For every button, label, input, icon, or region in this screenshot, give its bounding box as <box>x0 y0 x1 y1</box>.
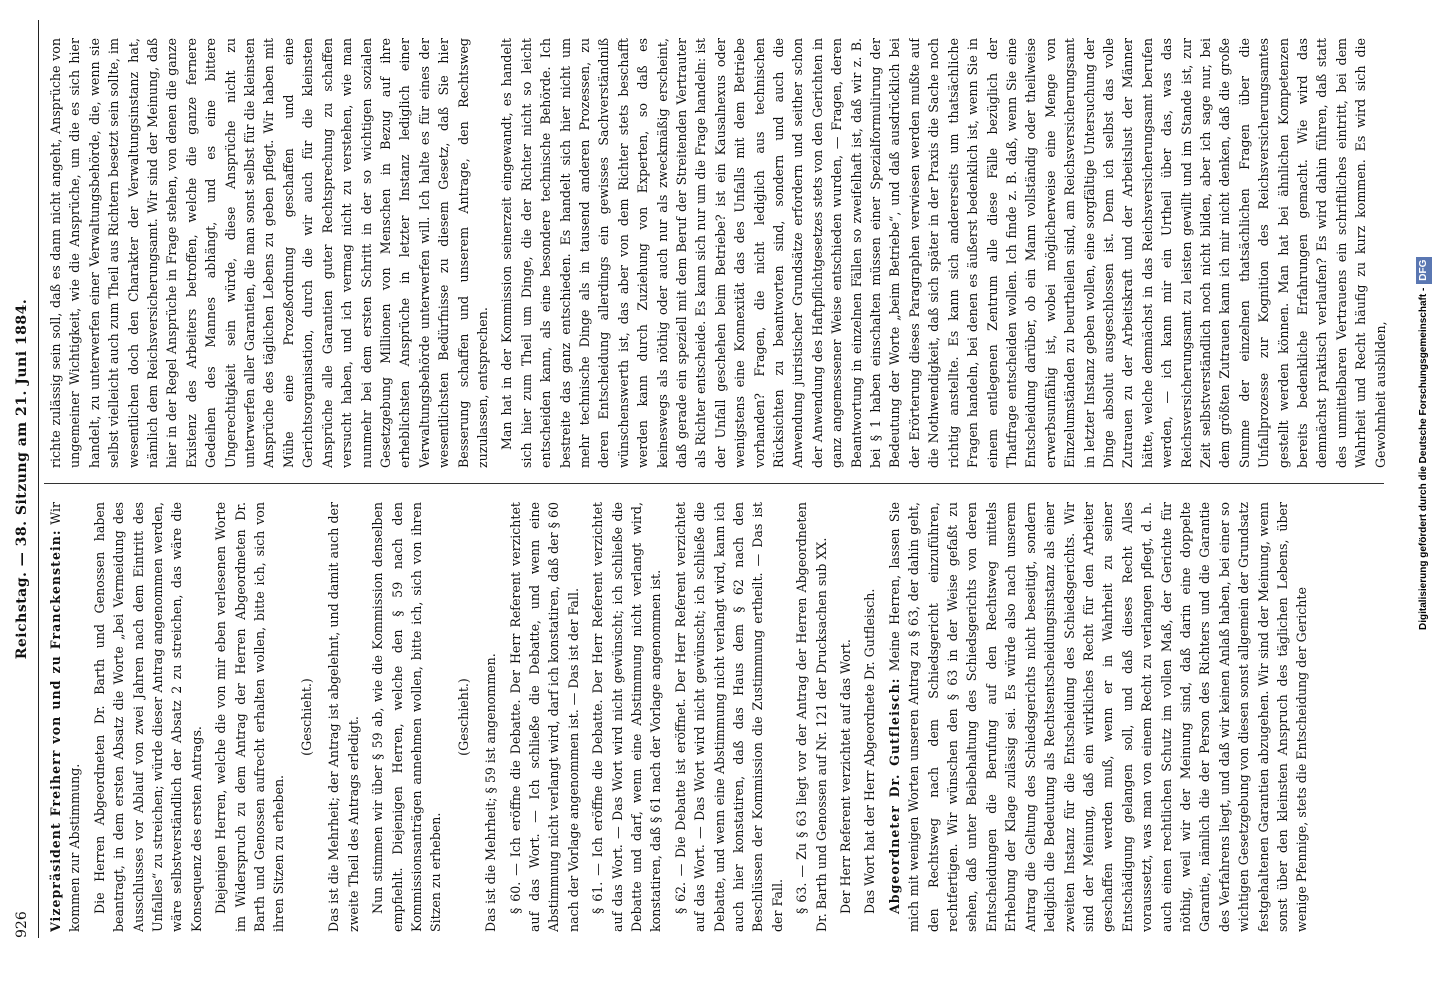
paragraph: Das Wort hat der Herr Abgeordnete Dr. Gutfleisch. <box>862 588 878 914</box>
header-rule <box>38 20 39 938</box>
paragraph: Der Herr Referent verzichtet auf das Wort. <box>838 639 854 914</box>
running-title: Reichstag. — 38. Sitzung am 21. Juni 1884. <box>14 298 30 660</box>
speaker-name: Vizepräsident Freiherr von und zu Franckenstein: <box>48 529 63 932</box>
speaker-name: Abgeordneter Dr. Gutfleisch: <box>886 677 902 914</box>
stage-direction: (Geschieht.) <box>298 678 314 756</box>
digitization-stamp <box>1416 0 1432 1000</box>
stamp-text: Digitalisierung gefördert durch die Deutsche Forschungsgemeinschaft - <box>1418 287 1429 630</box>
left-column <box>46 502 1400 932</box>
dfg-logo: DFG <box>1416 257 1432 284</box>
right-column <box>46 38 1400 468</box>
page-number: 926 <box>14 911 30 938</box>
paragraph: Diejenigen Herren, welche die von mir eben verlesenen Worte im Widerspruch zu dem Antrag der Herren Abgeordneten Dr. Barth und Genossen aufrecht erhalten wollen, bitte ich, sich von ihren Sitzen zu erheben. <box>213 502 287 932</box>
stage-direction: (Geschieht.) <box>455 678 471 756</box>
paragraph <box>885 502 1312 932</box>
paragraph: § 60. — Ich eröffne die Debatte. Der Herr Referent verzichtet auf das Wort. — Ich schließe die Debatte, und wenn eine Abstimmung nicht verlangt wird, darf ich konstatiren, daß der § 60 nach der Vorlage angenommen ist. — Das ist der Fall. <box>507 502 581 932</box>
paragraph: § 61. — Ich eröffne die Debatte. Der Herr Referent verzichtet auf das Wort. — Das Wort wird nicht gewünscht; ich schließe die Debatte und darf, wenn eine Abstimmung nicht verlangt wird, konstatiren, daß § 61 nach der Vorlage angenommen ist. <box>590 502 664 932</box>
paragraph: Nun stimmen wir über § 59 ab, wie die Kommission denselben empfiehlt. Diejenigen Herren, welche den § 59 nach den Kommissionsanträgen annehmen wollen, bitte ich, sich von ihren Sitzen zu erheben. <box>370 502 444 932</box>
paragraph: Das ist die Mehrheit; der Antrag ist abgelehnt, und damit auch der zweite Theil des Antrags erledigt. <box>326 502 361 932</box>
paragraph <box>46 502 85 932</box>
column-divider <box>44 483 1384 484</box>
paragraph: § 62. — Die Debatte ist eröffnet. Der Herr Referent verzichtet auf das Wort. — Das Wort wird nicht gewünscht; ich schließe die Debatte, und wenn eine Abstimmung nicht verlangt wird, kann ich auch hier konstatiren, daß das Haus dem § 62 nach den Beschlüssen der Kommission die Zustimmung ertheilt. — Das ist der Fall. <box>672 502 785 932</box>
page-header <box>10 20 34 938</box>
paragraph: Die Herren Abgeordneten Dr. Barth und Genossen haben beantragt, in dem ersten Absatz die Worte „bei Vermeidung des Ausschlusses vor Ablauf von zwei Jahren nach dem Eintritt des Unfalles“ zu streichen; würde dieser Antrag angenommen werden, wäre selbstverständlich der Absatz 2 zu streichen, das wäre die Konsequenz des ersten Antrags. <box>91 502 204 932</box>
speech-text: Meine Herren, lassen Sie mich mit wenigen Worten unseren Antrag zu § 63, der dahin geht, den Rechtsweg nach dem Schiedsgericht einzuführen, rechtfertigen. Wir wünschen den § 63 in der Weise gefaßt zu sehen, daß unter Beibehaltung des Schiedsgerichts von deren Entscheidungen die Berufung auf den Rechtsweg mittels Erhebung der Klage zulässig sei. Es würde also nach unserem Antrag die Geltung des Schiedsgerichts nicht beseitigt, sondern lediglich die Bedeutung als Rechtsentscheidungsinstanz als einer zweiten Instanz für die Entscheidung des Schiedsgerichts. Wir sind der Meinung, daß ein wirkliches Recht für den Arbeiter geschaffen werden muß, wenn er in Wahrheit zu seiner Entschädigung gelangen soll, und daß dieses Recht Alles voraussetzt, was man von einem Recht zu verlangen pflegt, d. h. auch einen rechtlichen Schutz im vollen Maß, der Gerichte für nöthig, weil wir der Meinung sind, daß darin eine doppelte Garantie, nämlich die der Person des Richters und die Garantie des Verfahrens liegt, und daß wir keinen Anlaß haben, bei einer so wichtigen Gesetzgebung von diesen sonst allgemein der Grundsatz festgehaltenen Garantien abzugehen. Wir sind der Meinung, wenn sonst über den kleinsten Anspruch des täglichen Lebens, über wenige Pfennige, stets die Entscheidung der Gerichte <box>886 502 1310 932</box>
speech-text: Wir kommen zur Abstimmung. <box>48 502 83 932</box>
paragraph: § 63. — Zu § 63 liegt vor der Antrag der Herren Abgeordneten Dr. Barth und Genossen auf Nr. 121 der Drucksachen sub XX. <box>794 502 829 932</box>
paragraph: Man hat in der Kommission seinerzeit eingewandt, es handelt sich hier zum Theil um Dinge, die der Richter nicht so leicht entscheiden kann, als eine besondere technische Behörde. Ich bestreite das ganz entschieden. Es handelt sich hier nicht um mehr technische Dinge als in tausend anderen Prozessen, zu deren Entscheidung allerdings ein gewisses Sachverständniß wünschenswerth ist, das aber von dem Richter stets beschafft werden kann durch Zuziehung von Experten, so daß es keineswegs als nöthig oder auch nur als zweckmäßig erscheint, daß gerade ein speziell mit dem Beruf der Streitenden Vertrauter als Richter entscheide. Es kann sich nur um die Frage handeln: ist der Unfall geschehen beim Betriebe? ist ein Kausalnexus oder wenigstens eine Konnexität das des Unfalls mit dem Betriebe vorhanden? Fragen, die nicht lediglich aus technischen Rücksichten zu beantworten sind, sondern und auch die Anwendung juristischer Grundsätze erfordern und seither schon der Anwendung des Haftpflichtgesetzes stets von den Gerichten in ganz angemessener Weise entschieden wurden, — Fragen, deren Beantwortung in einzelnen Fällen so zweifelhaft ist, daß wir z. B. bei § 1 haben einschalten müssen einer Spezialformulirung der Bedeutung der Worte „beim Betriebe“, und daß ausdrücklich bei der Erörterung dieses Paragraphen verwiesen werden mußte auf die Nothwendigkeit, daß sich später in der Praxis die Sache noch richtig anstellte. Es kann sich andererseits um thatsächliche Fragen handeln, bei denen es äußerst bedenklich ist, wenn Sie in einem entlegenen Zentrum alle diese Fälle bezüglich der Thatfrage entscheiden wollen. Ich finde z. B. daß, wenn Sie eine Entscheidung darüber, ob ein Mann vollständig oder theilweise erwerbsunfähig ist, wobei möglicherweise eine Menge von Einzelumständen zu beurtheilen sind, am Reichsversicherungsamt in letzter Instanz geben wollen, eine sorgfältige Untersuchung der Dinge absolut ausgeschlossen ist. Denn ich selbst das volle Zutrauen zu der Arbeitskraft und der Arbeitslust der Männer hätte, welche demnächst in das Reichsversicherungsamt berufen werden, — ich kann mir ein Urtheil über das, was das Reichsversicherungsamt zu leisten gewillt und im Stande ist, zur Zeit selbstverständlich noch nicht bilden, aber ich sage nur, bei dem größten Zutrauen kann ich mir nicht denken, daß die große Summe der einzelnen thatsächlichen Fragen über die Unfallprozesse zur Kognition des Reichsversicherungsamtes gestellt werden können. Man hat bei ähnlichen Kompetenzen bereits bedenkliche Erfahrungen gemacht. Wie wird das demnächst praktisch verlaufen? Es wird dahin führen, daß statt des unmittelbaren Vertrauens ein schriftliches eintritt, bei dem Wahrheit und Recht häufig zu kurz kommen. Es wird sich die Gewohnheit ausbilden, <box>499 38 1388 468</box>
paragraph: Das ist die Mehrheit; § 59 ist angenommen. <box>483 653 499 932</box>
paragraph: richte zulässig sein soll, daß es dann nicht angeht, Ansprüche von ungemeiner Wichtigkeit, wie die Ansprüche, um die es sich hier handelt, zu unterwerfen einer Verwaltungsbehörde, die, wenn sie selbst vielleicht auch zum Theil aus Richtern besetzt sein sollte, im wesentlichen doch den Charakter der Verwaltungsinstanz hat, nämlich dem Reichsversicherungsamt. Wir sind der Meinung, daß hier in der Regel Ansprüche in Frage stehen, von denen die ganze Existenz des Arbeiters betroffen, welche die ganze fernere Gedeihen des Mannes abhängt, und es eine bittere Ungerechtigkeit sein würde, diese Ansprüche nicht zu unterwerfen aller Garantien, die man sonst selbst für die kleinsten Ansprüche des täglichen Lebens zu geben pflegt. Wir haben mit Mühe eine Prozeßordnung geschaffen und eine Gerichtsorganisation, durch die wir auch für die kleinsten Ansprüche alle Garantien guter Rechtsprechung zu schaffen versucht haben, und ich vermag nicht zu verstehen, wie man nunmehr bei dem ersten Schritt in der so wichtigen sozialen Gesetzgebung Millionen von Menschen in Bezug auf ihre erheblichsten Ansprüche in letzter Instanz lediglich einer Verwaltungsbehörde unterwerfen will. Ich halte es für eines der wesentlichsten Bedürfnisse zu diesem Gesetz, daß Sie hier Besserung schaffen und unserem Antrage, den Rechtsweg zuzulassen, entsprechen. <box>48 38 490 468</box>
